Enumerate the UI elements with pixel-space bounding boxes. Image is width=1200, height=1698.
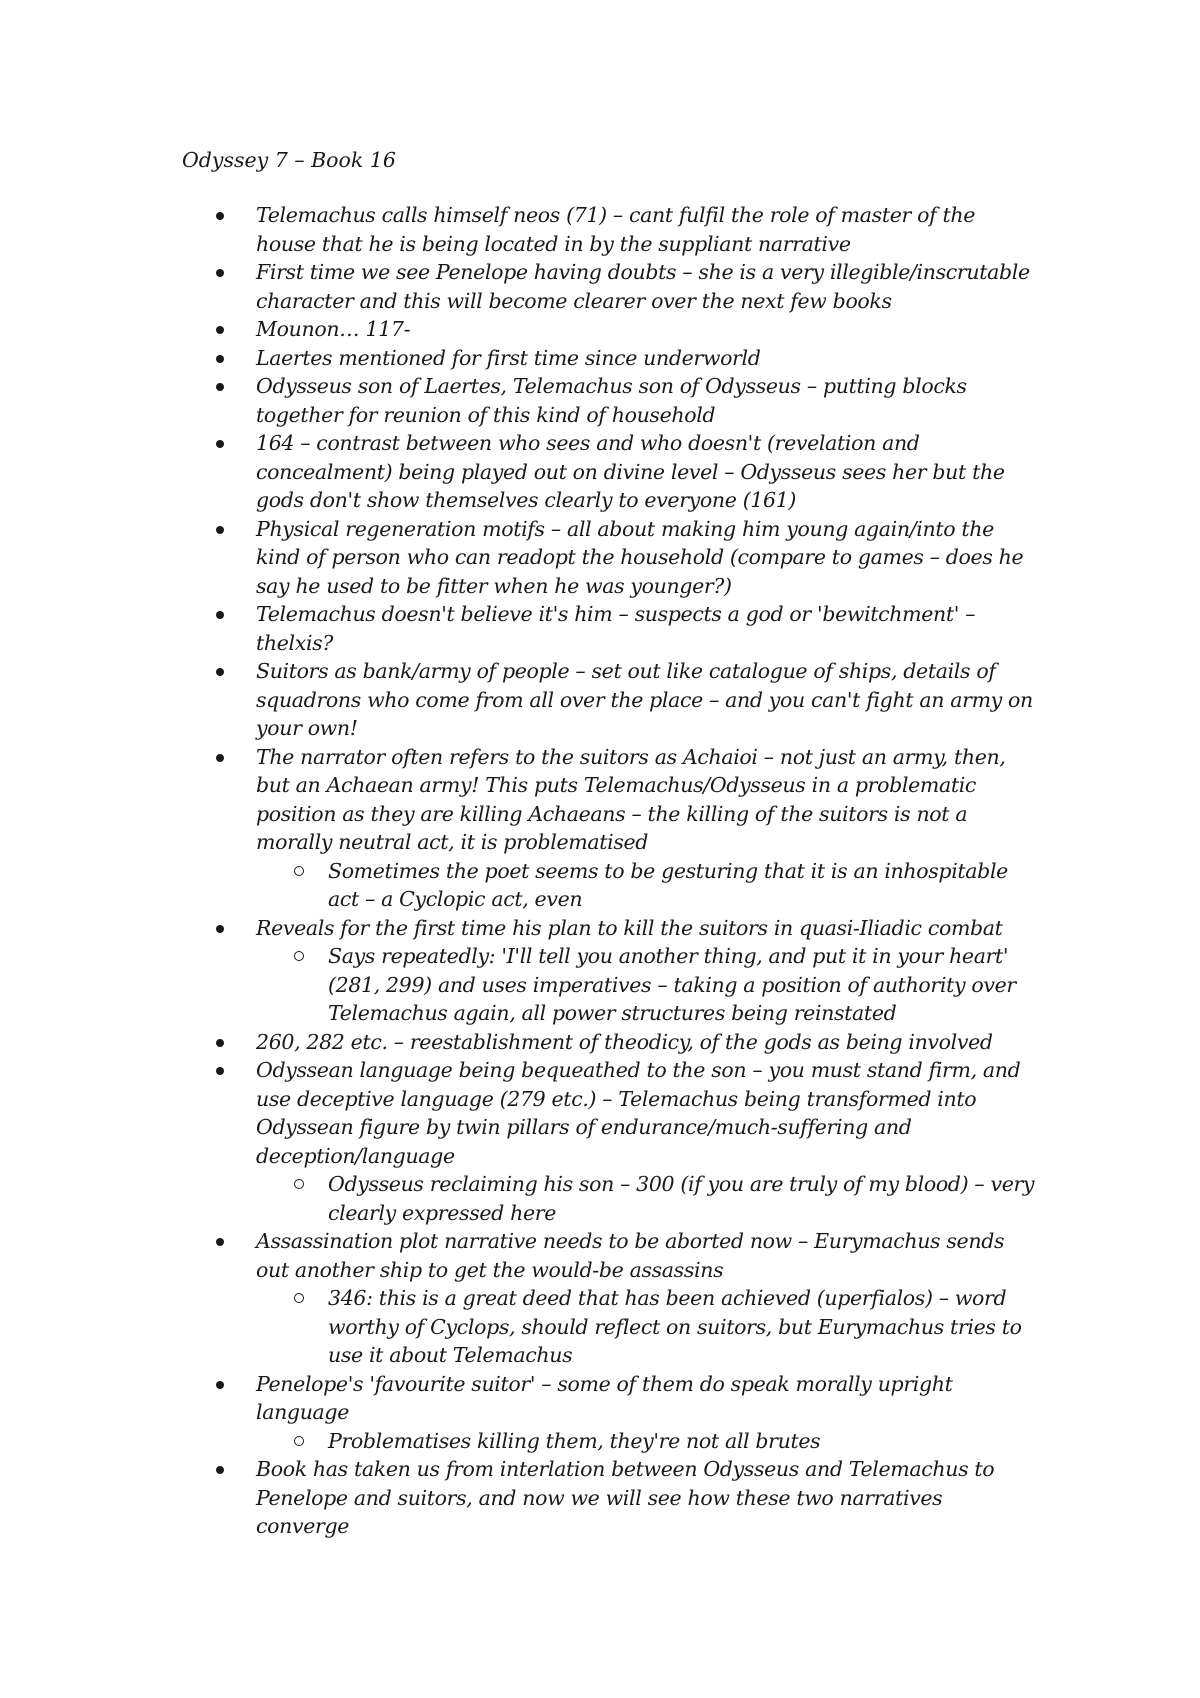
note-item — [210, 1370, 1040, 1456]
note-text: Odyssean language being bequeathed to the son – you must stand firm, and use deceptive language (279 etc.) – Telemachus being transformed into Odyssean figure by twin pillars of endurance/much-suffering and deception/language — [256, 1058, 1021, 1168]
sub-note-text: Odysseus reclaiming his son – 300 (if you are truly of my blood) – very clearly expressed here — [328, 1172, 1035, 1225]
bullet-icon — [216, 1466, 224, 1474]
bullet-icon — [216, 1381, 224, 1389]
sub-note-item — [256, 857, 1040, 914]
hollow-bullet-icon — [294, 951, 304, 961]
sub-notes-list — [256, 1427, 1040, 1456]
note-item — [210, 429, 1040, 515]
note-text: 260, 282 etc. – reestablishment of theodicy, of the gods as being involved — [256, 1029, 993, 1054]
note-text: First time we see Penelope having doubts – she is a very illegible/inscrutable character and this will become clearer over the next few books — [256, 260, 1030, 313]
hollow-bullet-icon — [294, 866, 304, 876]
hollow-bullet-icon — [294, 1179, 304, 1189]
bullet-icon — [216, 1039, 224, 1047]
hollow-bullet-icon — [294, 1436, 304, 1446]
document-title: Odyssey 7 – Book 16 — [182, 148, 396, 172]
note-text: Telemachus doesn't believe it's him – suspects a god or 'bewitchment' – thelxis? — [256, 602, 976, 655]
sub-note-text: Problematises killing them, they're not all brutes — [328, 1428, 821, 1453]
bullet-icon — [216, 668, 224, 676]
bullet-icon — [216, 326, 224, 334]
note-item — [210, 657, 1040, 743]
sub-note-item — [256, 942, 1040, 1028]
note-item — [210, 1028, 1040, 1057]
sub-note-item — [256, 1170, 1040, 1227]
sub-note-item — [256, 1427, 1040, 1456]
note-item — [210, 315, 1040, 344]
bullet-icon — [216, 1238, 224, 1246]
note-item — [210, 344, 1040, 373]
sub-note-text: 346: this is a great deed that has been achieved (uperfialos) – word worthy of Cyclops, should reflect on suitors, but Eurymachus tries to use it about Telemachus — [328, 1286, 1022, 1367]
note-item — [210, 372, 1040, 429]
sub-note-text: Says repeatedly: 'I'll tell you another thing, and put it in your heart' (281, 299) and uses imperatives – taking a position of authority over Telemachus again, all power structures being reinstated — [328, 944, 1016, 1025]
note-text: The narrator often refers to the suitors as Achaioi – not just an army, then, but an Achaean army! This puts Telemachus/Odysseus in a problematic position as they are killing Achaeans – the killing of the suitors is not a morally neutral act, it is problematised — [256, 744, 1006, 854]
note-text: Laertes mentioned for first time since underworld — [256, 345, 761, 370]
note-item — [210, 914, 1040, 1028]
bullet-icon — [216, 212, 224, 220]
note-text: Mounon… 117- — [256, 317, 411, 341]
sub-notes-list — [256, 1170, 1040, 1227]
sub-notes-list — [256, 942, 1040, 1028]
sub-note-item — [256, 1284, 1040, 1370]
note-text: Penelope's 'favourite suitor' – some of them do speak morally upright language — [256, 1371, 953, 1424]
notes-list — [210, 201, 1040, 1541]
bullet-icon — [216, 925, 224, 933]
note-item — [210, 1227, 1040, 1370]
bullet-icon — [216, 611, 224, 619]
note-item — [210, 258, 1040, 315]
bullet-icon — [216, 383, 224, 391]
bullet-icon — [216, 355, 224, 363]
note-text: Assassination plot narrative needs to be aborted now – Eurymachus sends out another ship to get the would-be assassins — [256, 1229, 1005, 1282]
sub-notes-list — [256, 857, 1040, 914]
bullet-icon — [216, 754, 224, 762]
hollow-bullet-icon — [294, 1293, 304, 1303]
note-text: Book has taken us from interlation between Odysseus and Telemachus to Penelope and suitors, and now we will see how these two narratives converge — [256, 1457, 995, 1538]
note-item — [210, 201, 1040, 258]
bullet-icon — [216, 1067, 224, 1075]
note-item — [210, 515, 1040, 601]
note-item — [210, 600, 1040, 657]
note-text: Physical regeneration motifs – all about making him young again/into the kind of person who can readopt the household (compare to games – does he say he used to be fitter when he was younger?) — [256, 516, 1024, 598]
bullet-icon — [216, 440, 224, 448]
bullet-icon — [216, 526, 224, 534]
note-text: Odysseus son of Laertes, Telemachus son of Odysseus – putting blocks together for reunion of this kind of household — [256, 374, 967, 427]
note-text: Suitors as bank/army of people – set out like catalogue of ships, details of squadrons who come from all over the place – and you can't fight an army on your own! — [256, 659, 1033, 740]
note-text: 164 – contrast between who sees and who doesn't (revelation and concealment) being played out on divine level – Odysseus sees her but the gods don't show themselves clearly to everyone (161) — [256, 431, 1005, 512]
note-item — [210, 1455, 1040, 1541]
note-item — [210, 743, 1040, 914]
note-item — [210, 1056, 1040, 1227]
sub-notes-list — [256, 1284, 1040, 1370]
note-text: Reveals for the first time his plan to kill the suitors in quasi-Iliadic combat — [256, 915, 1003, 940]
note-text: Telemachus calls himself neos (71) – cant fulfil the role of master of the house that he is being located in by the suppliant narrative — [256, 203, 976, 256]
bullet-icon — [216, 269, 224, 277]
sub-note-text: Sometimes the poet seems to be gesturing that it is an inhospitable act – a Cyclopic act, even — [328, 858, 1008, 911]
